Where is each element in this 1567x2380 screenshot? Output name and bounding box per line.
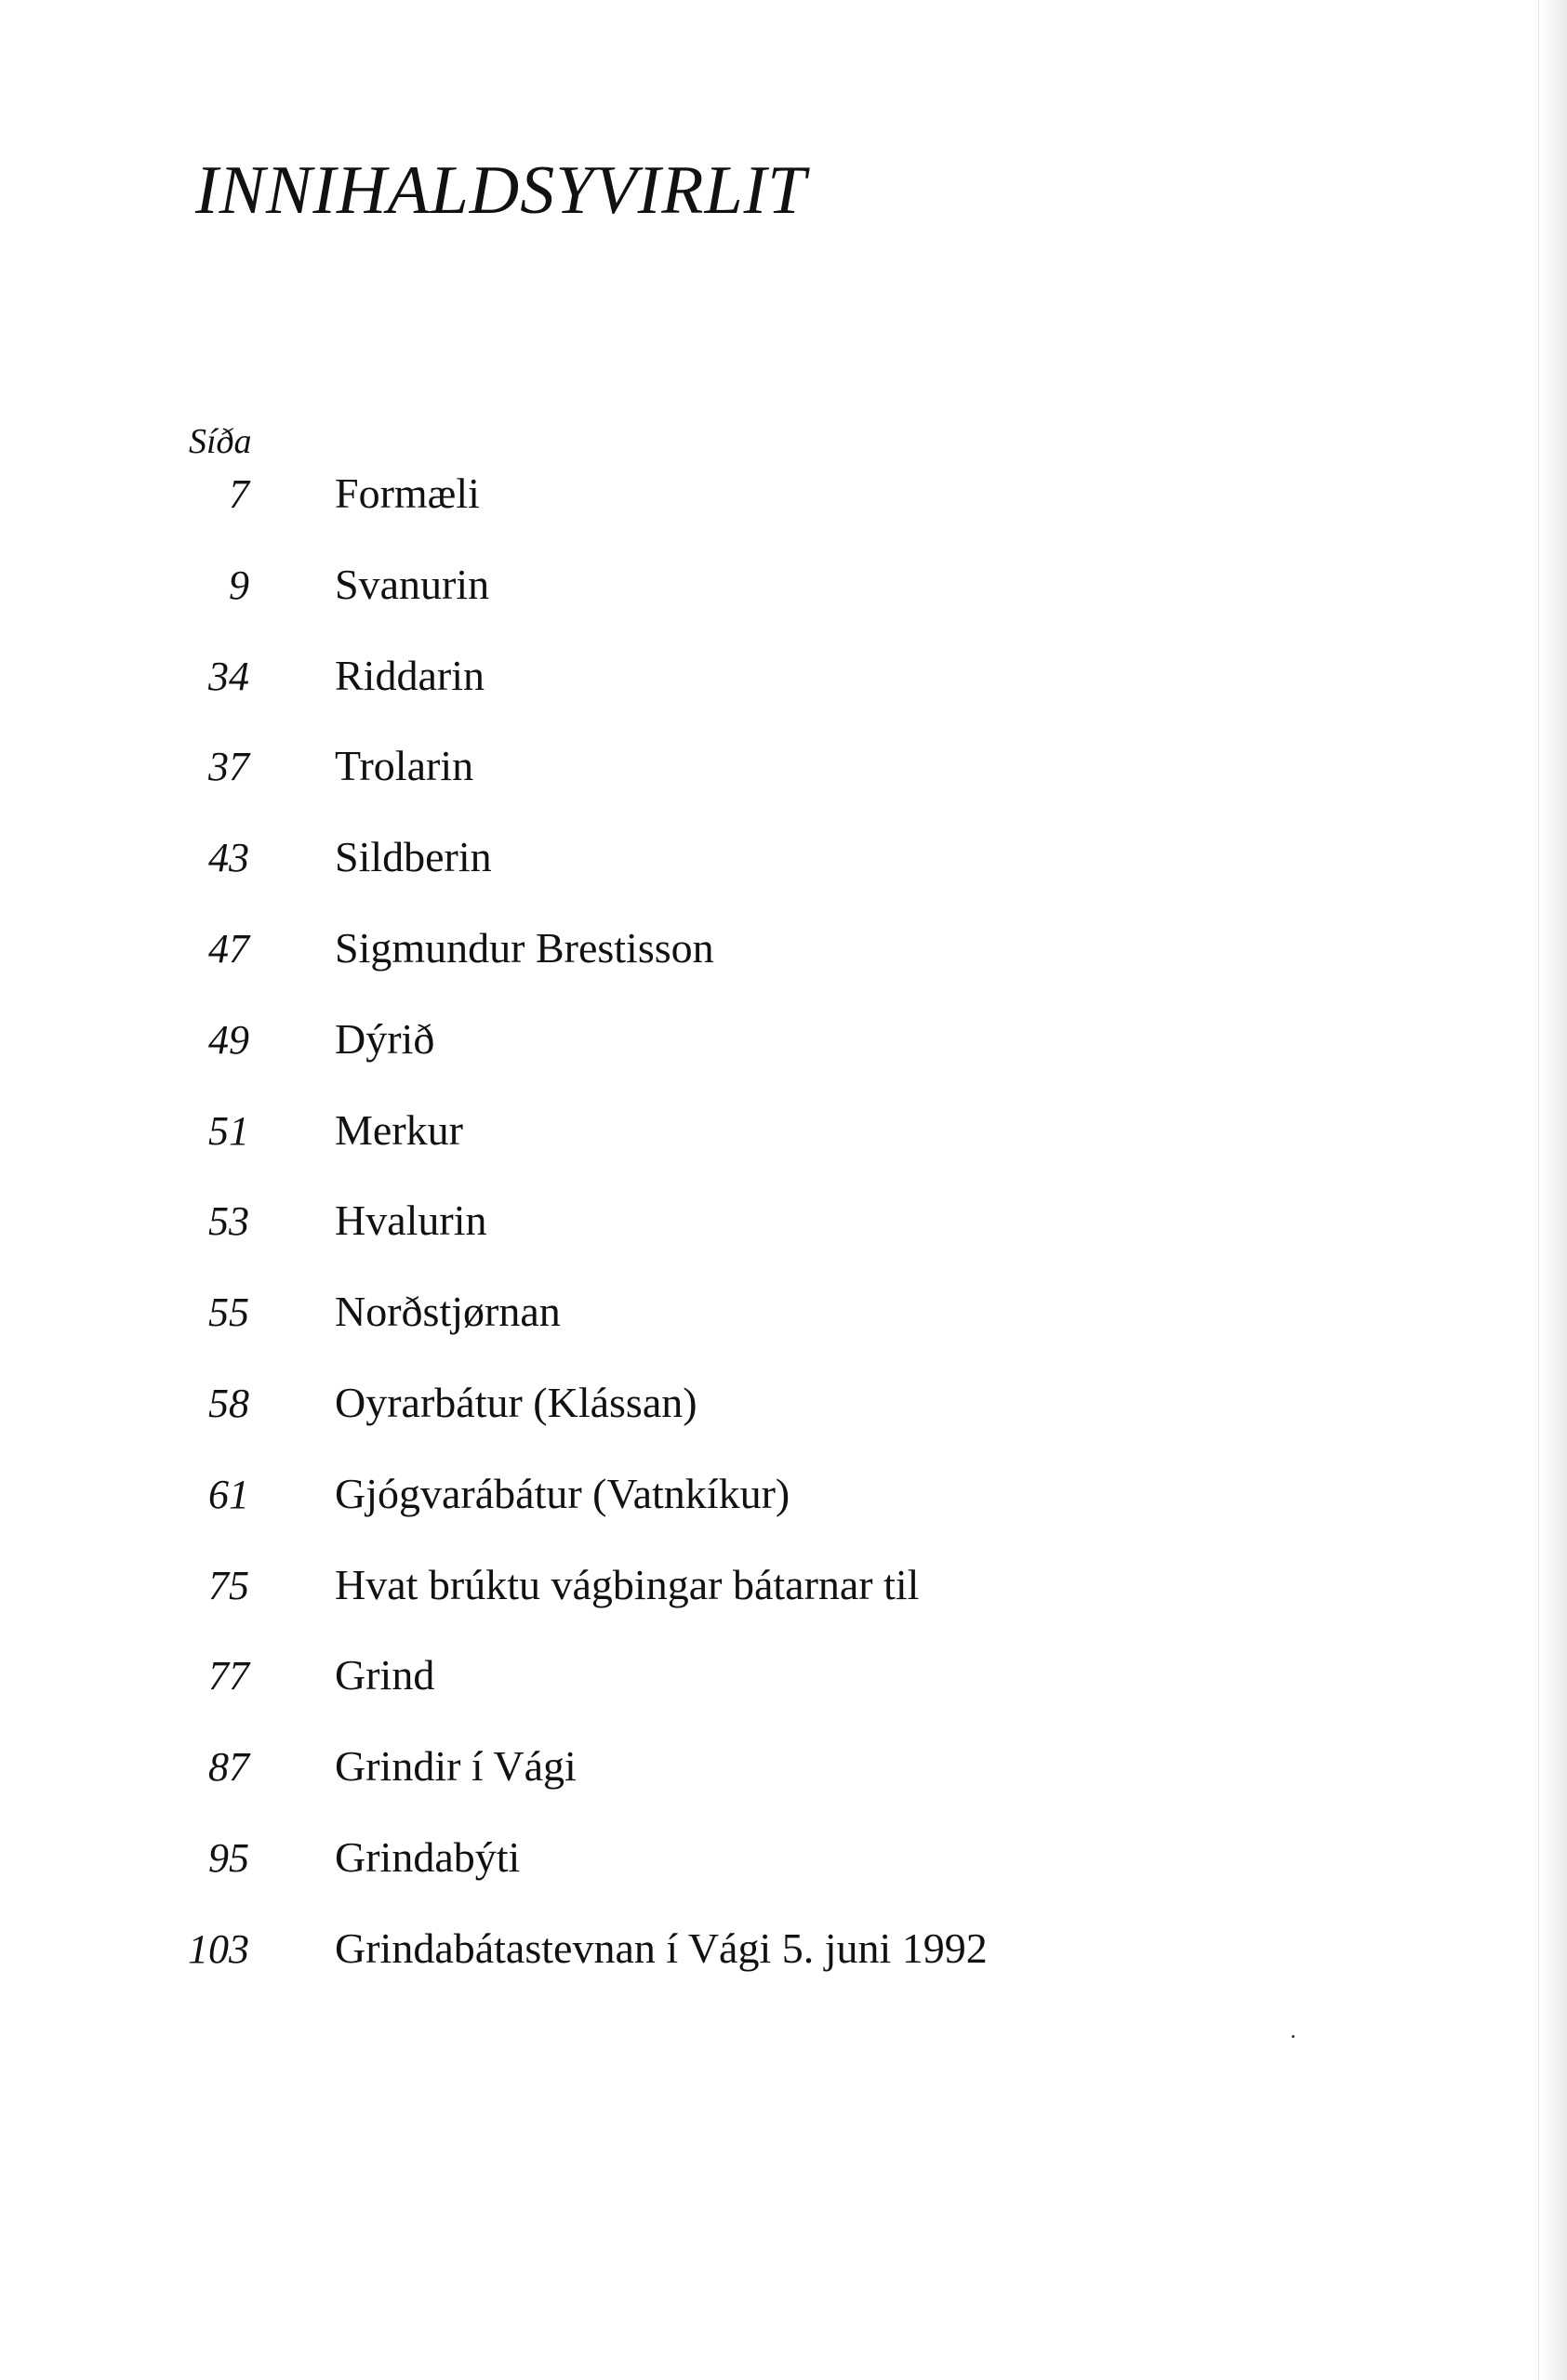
toc-entry-title: Sildberin — [335, 833, 492, 881]
toc-entry-title: Hvalurin — [335, 1197, 487, 1245]
toc-entry — [0, 1105, 1302, 1200]
toc-entry-title: Grindabátastevnan í Vági 5. juni 1992 — [335, 1924, 988, 1972]
toc-page-number: 51 — [208, 1107, 249, 1154]
toc-entry — [0, 651, 1302, 746]
toc-entry-title: Svanurin — [335, 560, 490, 608]
toc-page-number: 58 — [208, 1380, 249, 1426]
toc-entry-title: Hvat brúktu vágbingar bátarnar til — [335, 1560, 920, 1608]
table-of-contents — [0, 469, 1302, 2018]
toc-entry-title: Grindir í Vági — [335, 1742, 577, 1791]
toc-page-number: 95 — [208, 1834, 249, 1881]
toc-entry — [0, 1742, 1302, 1836]
toc-entry — [0, 560, 1302, 654]
page-edge-shadow — [1538, 0, 1567, 2380]
toc-page-number: 77 — [208, 1653, 249, 1699]
toc-page-number: 49 — [208, 1016, 249, 1063]
toc-entry-title: Gjógvarábátur (Vatnkíkur) — [335, 1469, 790, 1517]
toc-page-number: 61 — [208, 1471, 249, 1517]
toc-page-number: 43 — [208, 835, 249, 881]
toc-entry — [0, 469, 1302, 563]
toc-page-number: 75 — [208, 1562, 249, 1608]
toc-entry-title: Formæli — [335, 469, 480, 517]
toc-entry-title: Oyrarbátur (Klássan) — [335, 1378, 697, 1426]
toc-page-number: 103 — [188, 1925, 249, 1972]
toc-entry — [0, 1832, 1302, 1927]
toc-entry — [0, 1378, 1302, 1473]
toc-entry-title: Norðstjørnan — [335, 1288, 561, 1336]
toc-entry — [0, 1014, 1302, 1109]
toc-entry — [0, 1199, 1302, 1290]
toc-entry — [0, 1651, 1302, 1745]
toc-page-number: 9 — [229, 562, 249, 608]
toc-page-number: 7 — [229, 471, 249, 517]
page-column-header: Síða — [189, 422, 252, 461]
toc-entry — [0, 1924, 1302, 2018]
toc-entry-title: Grind — [335, 1651, 435, 1699]
toc-entry-title: Trolarin — [335, 742, 474, 790]
toc-entry — [0, 742, 1302, 836]
toc-entry — [0, 1469, 1302, 1564]
toc-entry — [0, 1560, 1302, 1655]
toc-entry-title: Dýrið — [335, 1014, 435, 1063]
toc-page-number: 53 — [208, 1198, 249, 1245]
toc-entry — [0, 1290, 1302, 1382]
toc-page-number: 47 — [208, 925, 249, 972]
toc-page-number: 34 — [208, 653, 249, 699]
toc-entry — [0, 833, 1302, 927]
toc-entry-title: Merkur — [335, 1105, 463, 1154]
toc-page-number: 37 — [208, 744, 249, 790]
toc-entry-title: Riddarin — [335, 651, 485, 699]
toc-entry-title: Grindabýti — [335, 1832, 521, 1881]
scan-speck — [1292, 2035, 1295, 2038]
toc-entry-title: Sigmundur Brestisson — [335, 923, 714, 972]
toc-entry — [0, 923, 1302, 1018]
page-title: INNIHALDSYVIRLIT — [195, 152, 807, 229]
toc-page-number: 87 — [208, 1744, 249, 1791]
toc-page-number: 55 — [208, 1289, 249, 1336]
